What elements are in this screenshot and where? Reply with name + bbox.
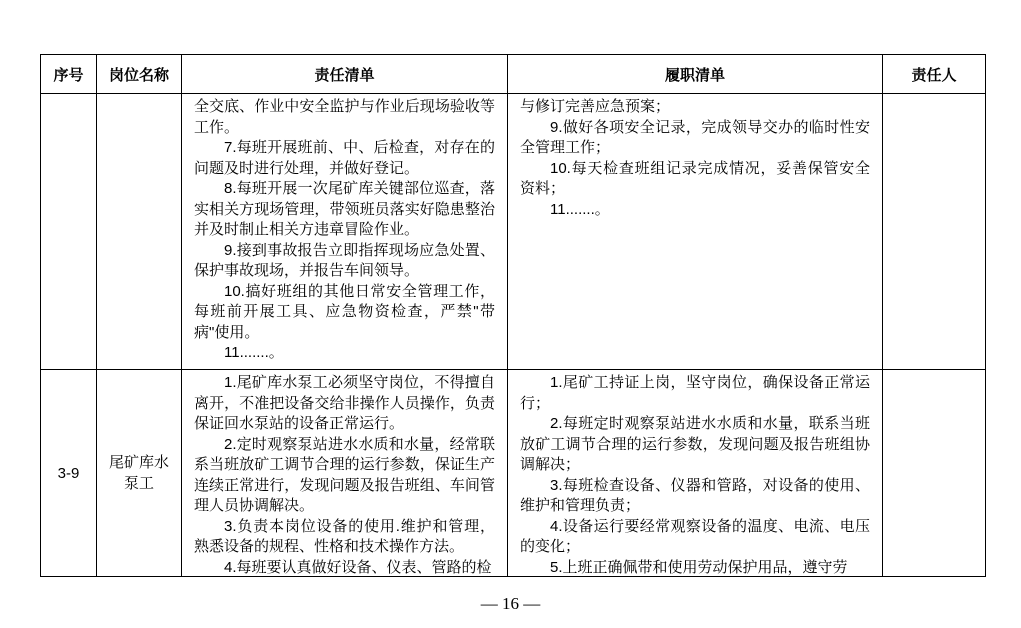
responsibility-text bbox=[182, 94, 507, 369]
paragraph: 4.设备运行要经常观察设备的温度、电流、电压的变化； bbox=[520, 517, 870, 555]
paragraph: 3.负责本岗位设备的使用.维护和管理，熟悉设备的规程、性格和技术操作方法。 bbox=[194, 517, 495, 555]
paragraph: 1.尾矿库水泵工必须坚守岗位，不得擅自离开，不准把设备交给非操作人员操作，负责保证回水泵站的设备正常运行。 bbox=[194, 374, 495, 432]
cell-position: 尾矿库水泵工 bbox=[97, 370, 182, 577]
responsibility-table bbox=[40, 54, 986, 577]
paragraph: 4.每班要认真做好设备、仪表、管路的检 bbox=[224, 558, 492, 576]
paragraph: 10.搞好班组的其他日常安全管理工作，每班前开展工具、应急物资检查，严禁"带病"使用。 bbox=[194, 282, 495, 341]
cell-responsibilities bbox=[182, 94, 508, 370]
cell-person bbox=[883, 370, 986, 577]
cell-person bbox=[883, 94, 986, 370]
paragraph: 2.定时观察泵站进水水质和水量，经常联系当班放矿工调节合理的运行参数，保证生产连续正常进行，发现问题及报告班组、车间管理人员协调解决。 bbox=[194, 435, 495, 514]
header-seq: 序号 bbox=[41, 55, 97, 94]
paragraph: 2.每班定时观察泵站进水水质和水量，联系当班放矿工调节合理的运行参数，发现问题及报告班组协调解决； bbox=[520, 415, 870, 473]
duty-text bbox=[508, 94, 882, 369]
paragraph: 9.接到事故报告立即指挥现场应急处置、保护事故现场，并报告车间领导。 bbox=[194, 241, 495, 279]
cell-responsibilities bbox=[182, 370, 508, 577]
table-row bbox=[41, 370, 986, 577]
paragraph: 3.每班检查设备、仪器和管路，对设备的使用、维护和管理负责； bbox=[520, 476, 870, 514]
paragraph: 全交底、作业中安全监护与作业后现场验收等工作。 bbox=[194, 98, 495, 136]
paragraph: 11.......。 bbox=[550, 200, 610, 218]
cell-duties bbox=[508, 94, 883, 370]
header-position: 岗位名称 bbox=[97, 55, 182, 94]
paragraph: 5.上班正确佩带和使用劳动保护用品，遵守劳 bbox=[550, 558, 848, 576]
duty-text bbox=[508, 370, 882, 576]
header-responsibility: 责任清单 bbox=[182, 55, 508, 94]
paragraph: 8.每班开展一次尾矿库关键部位巡查，落实相关方现场管理，带领班员落实好隐患整治并及时制止相关方违章冒险作业。 bbox=[194, 180, 495, 238]
cell-position bbox=[97, 94, 182, 370]
page-number: — 16 — bbox=[480, 594, 541, 613]
header-person: 责任人 bbox=[883, 55, 986, 94]
table-header-row bbox=[41, 55, 986, 94]
table-row bbox=[41, 94, 986, 370]
paragraph: 1.尾矿工持证上岗，坚守岗位，确保设备正常运行； bbox=[520, 374, 870, 412]
paragraph: 7.每班开展班前、中、后检查，对存在的问题及时进行处理，并做好登记。 bbox=[194, 139, 495, 177]
cell-duties bbox=[508, 370, 883, 577]
cell-seq bbox=[41, 94, 97, 370]
paragraph: 9.做好各项安全记录，完成领导交办的临时性安全管理工作； bbox=[520, 118, 870, 156]
paragraph: 与修订完善应急预案； bbox=[520, 98, 671, 115]
responsibility-text bbox=[182, 370, 507, 576]
header-duty: 履职清单 bbox=[508, 55, 883, 94]
paragraph: 10.每天检查班组记录完成情况，妥善保管安全资料； bbox=[520, 159, 870, 197]
paragraph: 11.......。 bbox=[224, 344, 284, 361]
cell-seq: 3-9 bbox=[41, 370, 97, 577]
